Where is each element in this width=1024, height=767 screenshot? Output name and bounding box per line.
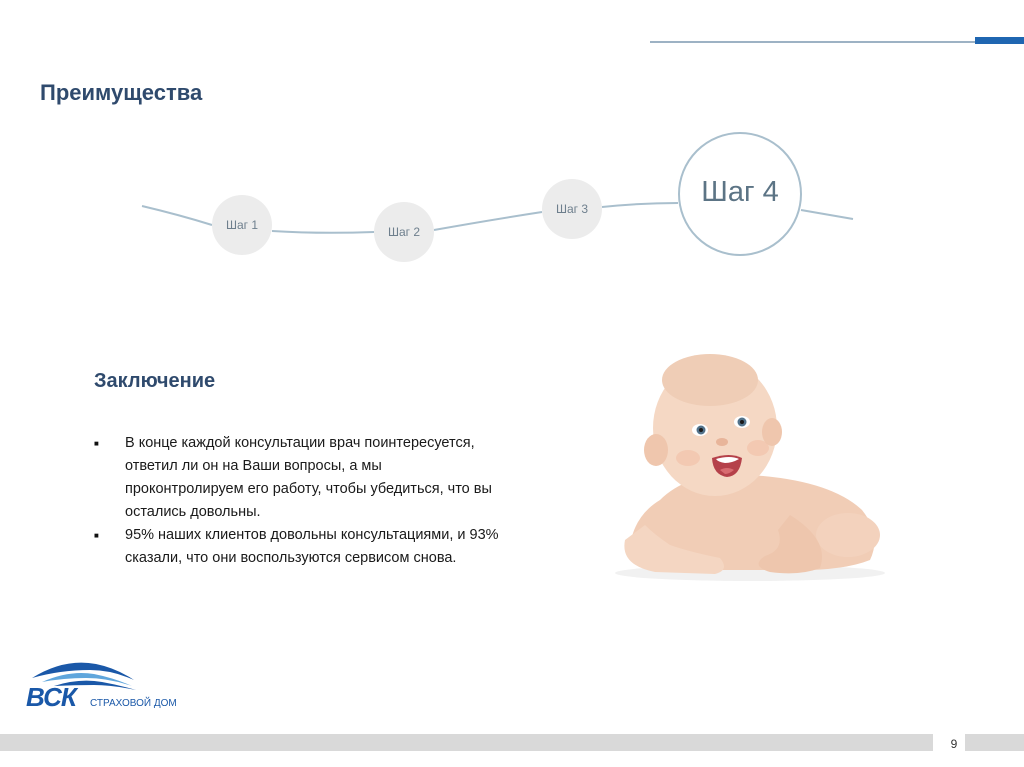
- steps-timeline: [0, 0, 1024, 300]
- company-logo: [24, 656, 189, 716]
- footer-bar: [0, 734, 933, 751]
- footer-bar-right: [965, 734, 1024, 751]
- bullet-item: ■ 95% наших клиентов довольны консультациями, и 93% сказали, что они воспользуются сервисом снова.: [94, 524, 504, 570]
- step-1-label: Шаг 1: [225, 218, 259, 232]
- page-number: 9: [950, 737, 958, 751]
- bullet-item: ■ В конце каждой консультации врач поинтересуется, ответил ли он на Ваши вопросы, а мы проконтролируем его работу, чтобы убедиться, что вы остались довольны.: [94, 432, 504, 524]
- conclusion-title: Заключение: [94, 370, 216, 392]
- logo-brand: ВСК: [26, 682, 76, 712]
- baby-photo: [600, 340, 890, 590]
- conclusion-bullet-list: [94, 432, 504, 570]
- logo-tagline: СТРАХОВОЙ ДОМ: [90, 698, 177, 709]
- page-title: Преимущества: [40, 80, 203, 105]
- step-4-label: Шаг 4: [701, 176, 779, 208]
- step-3-label: Шаг 3: [555, 202, 589, 216]
- step-2-label: Шаг 2: [387, 225, 421, 239]
